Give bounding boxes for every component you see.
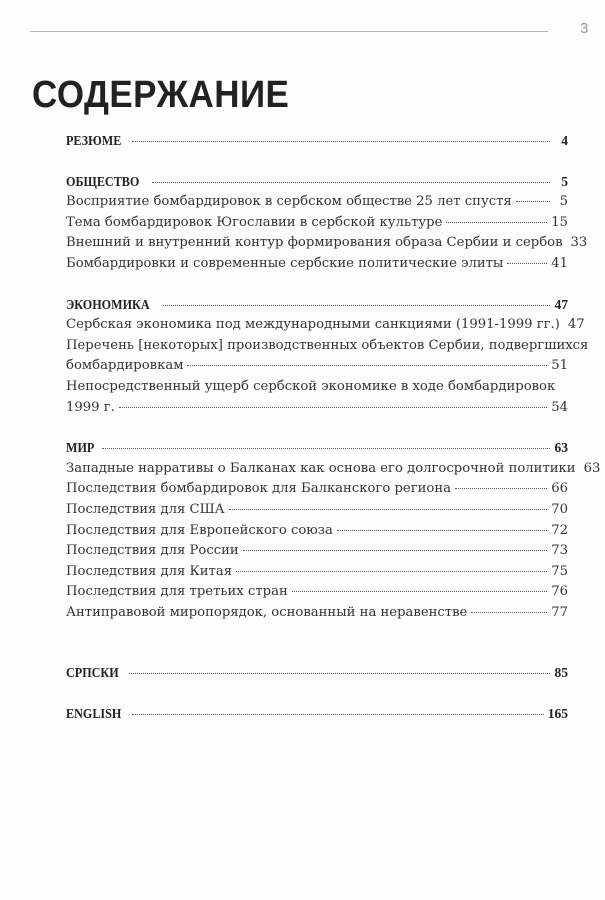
dot-leader: [471, 612, 547, 613]
dot-leader: [516, 201, 550, 202]
toc-entry[interactable]: [66, 582, 568, 603]
table-of-contents: [66, 131, 601, 725]
entry-title: Последствия для США: [66, 501, 225, 517]
toc-entry[interactable]: [66, 233, 588, 254]
entry-title: Последствия бомбардировок для Балканского региона: [66, 481, 451, 497]
toc-entry[interactable]: [66, 500, 568, 521]
dot-leader: [446, 222, 547, 223]
toc-section-heading[interactable]: [66, 131, 568, 152]
section-gap: [66, 684, 568, 704]
section-title: ОБЩЕСТВО: [66, 173, 140, 189]
entry-title: Сербская экономика под международными санкциями (1991-1999 гг.): [66, 317, 560, 333]
toc-entry[interactable]: [66, 603, 568, 624]
section-page: 85: [554, 665, 568, 681]
dot-leader: [337, 530, 547, 531]
toc-entry[interactable]: [66, 315, 585, 336]
toc-section-heading[interactable]: [66, 295, 568, 316]
toc-entry[interactable]: [66, 521, 568, 542]
entry-title: Последствия для Китая: [66, 563, 233, 579]
dot-leader: [132, 141, 551, 142]
toc-section-heading[interactable]: [66, 172, 568, 193]
dot-leader: [455, 488, 547, 489]
dot-leader: [119, 407, 547, 408]
entry-title: Антиправовой миропорядок, основанный на неравенстве: [66, 604, 468, 620]
entry-page: 41: [551, 255, 568, 271]
toc-entry[interactable]: [66, 541, 568, 562]
entry-page: 76: [551, 584, 568, 600]
entry-page: 33: [570, 235, 588, 251]
entry-title: Бомбардировки и современные сербские политические элиты: [66, 255, 504, 271]
entry-title: бомбардировкам: [66, 358, 184, 374]
toc-entry[interactable]: [66, 213, 568, 234]
header-rule: [30, 31, 548, 32]
toc-entry[interactable]: [66, 562, 568, 583]
dot-leader: [163, 305, 550, 306]
section-page: 4: [561, 133, 568, 148]
entry-page: 70: [551, 501, 568, 517]
toc-entry[interactable]: [66, 192, 568, 213]
section-gap: [66, 152, 568, 172]
page-number: 3: [580, 20, 589, 37]
section-title: РЕЗЮМЕ: [66, 133, 122, 148]
section-page: 63: [554, 440, 568, 456]
toc-entry[interactable]: [66, 459, 601, 480]
section-page: 5: [561, 173, 568, 189]
dot-leader: [292, 591, 547, 592]
dot-leader: [507, 263, 547, 264]
toc-section-heading[interactable]: [66, 663, 568, 684]
entry-title: 1999 г.: [66, 399, 115, 415]
section-page: 47: [554, 296, 568, 312]
toc-entry[interactable]: [66, 254, 568, 275]
entry-page: 15: [551, 214, 568, 230]
toc-entry[interactable]: [66, 398, 568, 419]
dot-leader: [187, 365, 547, 366]
entry-title: Последствия для России: [66, 543, 239, 559]
dot-leader: [236, 571, 547, 572]
page-title: СОДЕРЖАНИЕ: [32, 74, 290, 116]
toc-entry[interactable]: [66, 356, 568, 377]
entry-page: 63: [583, 460, 601, 476]
toc-entry-line1[interactable]: Непосредственный ущерб сербской экономике в ходе бомбардировок: [66, 378, 556, 394]
toc-entry[interactable]: [66, 479, 568, 500]
section-title: ENGLISH: [66, 706, 122, 722]
entry-page: 66: [551, 481, 568, 497]
section-gap: [66, 418, 568, 438]
dot-leader: [129, 673, 550, 674]
entry-title: Последствия для третьих стран: [66, 584, 288, 600]
section-title: ЭКОНОМИКА: [66, 296, 150, 312]
section-gap: [66, 623, 568, 663]
section-title: МИР: [66, 440, 95, 456]
entry-title: Последствия для Европейского союза: [66, 522, 333, 538]
section-gap: [66, 275, 568, 295]
dot-leader: [132, 714, 544, 715]
toc-section-heading[interactable]: [66, 438, 568, 459]
toc-entry-line1[interactable]: Перечень [некоторых] производственных объектов Сербии, подвергшихся: [66, 337, 589, 353]
entry-title: Тема бомбардировок Югославии в сербской культуре: [66, 214, 443, 230]
entry-page: 5: [559, 194, 568, 210]
entry-title: Западные нарративы о Балканах как основа его долгосрочной политики: [66, 460, 576, 476]
entry-page: 75: [551, 563, 568, 579]
entry-page: 47: [567, 317, 585, 333]
dot-leader: [229, 509, 548, 510]
entry-page: 73: [551, 543, 568, 559]
entry-page: 77: [551, 604, 568, 620]
entry-page: 72: [551, 522, 568, 538]
entry-page: 54: [551, 399, 568, 415]
entry-page: 51: [551, 358, 568, 374]
dot-leader: [243, 550, 548, 551]
dot-leader: [152, 182, 550, 183]
entry-title: Внешний и внутренний контур формирования образа Сербии и сербов: [66, 235, 563, 251]
dot-leader: [102, 448, 551, 449]
toc-section-heading[interactable]: [66, 704, 568, 725]
section-title: СРПСКИ: [66, 665, 119, 681]
entry-title: Восприятие бомбардировок в сербском обществе 25 лет спустя: [66, 194, 512, 210]
section-page: 165: [547, 706, 568, 722]
